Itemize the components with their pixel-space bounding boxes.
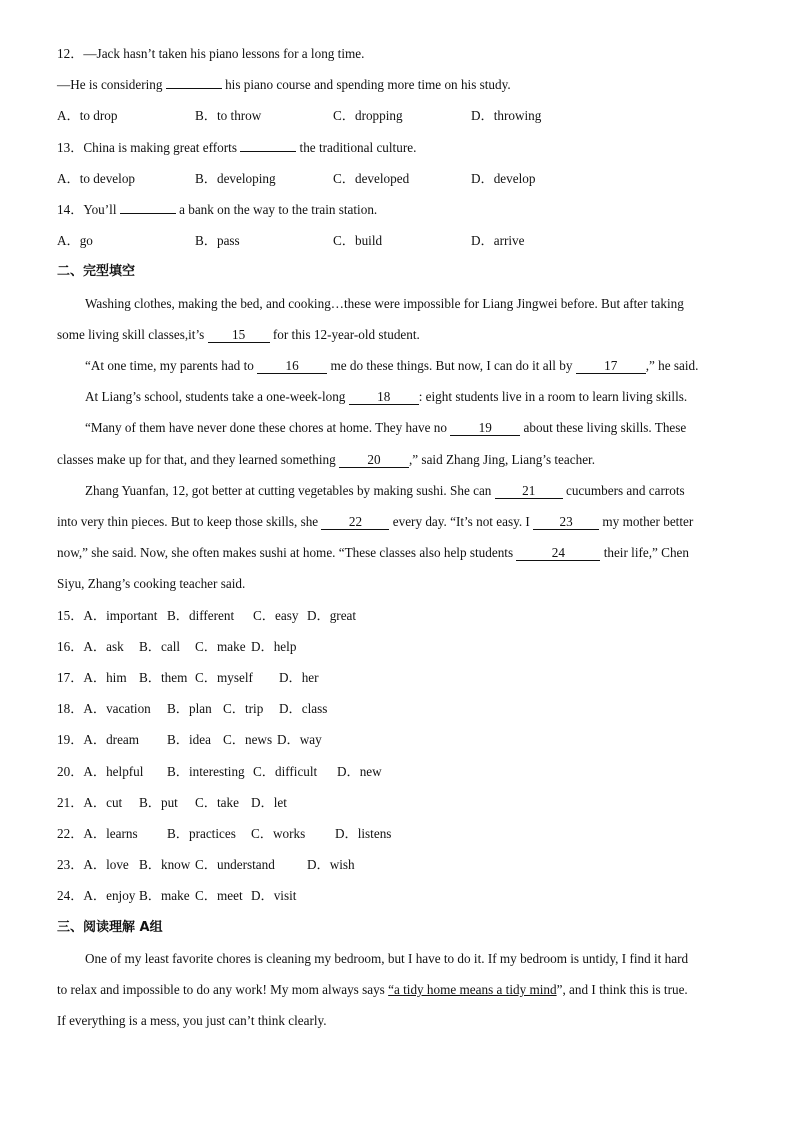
q12-option-a: A．to drop <box>57 108 118 123</box>
option-b: B．idea <box>167 732 211 747</box>
underlined-quote: “a tidy home means a tidy mind <box>388 982 557 997</box>
option-c: C．works <box>251 826 306 841</box>
option-c: C．news <box>223 732 273 747</box>
blank-24: 24 <box>516 545 600 561</box>
option-c: C．difficult <box>253 764 318 779</box>
q13-option-b: B．developing <box>195 171 276 186</box>
option-c: C．meet <box>195 888 243 903</box>
option-b: B．practices <box>167 826 236 841</box>
passage-text: my mother better <box>599 514 694 529</box>
q13-text-a: 13．China is making great efforts <box>57 140 241 155</box>
q12-text-a: —He is considering <box>57 77 166 92</box>
reading-text: ”, and I think this is true. <box>556 982 688 997</box>
q13-text-b: the traditional culture. <box>296 140 417 155</box>
option-a: 21．A．cut <box>57 795 123 810</box>
option-a: 19．A．dream <box>57 732 140 747</box>
option-b: B．interesting <box>167 764 245 779</box>
passage-text: ,” he said. <box>645 358 699 373</box>
q13-option-d: D．develop <box>471 171 536 186</box>
q12-option-c: C．dropping <box>333 108 403 123</box>
blank-23: 23 <box>533 514 599 530</box>
blank-20: 20 <box>339 452 409 468</box>
passage-text: into very thin pieces. But to keep those skills, she <box>57 514 322 529</box>
q12-line1: 12．—Jack hasn’t taken his piano lessons for a long time. <box>57 46 365 61</box>
reading-line-2 <box>57 981 738 999</box>
option-d: D．wish <box>307 857 355 872</box>
passage-line-9 <box>57 544 738 562</box>
option-b: B．know <box>139 857 191 872</box>
option-d: D．way <box>277 732 322 747</box>
q14-text-b: a bank on the way to the train station. <box>175 202 378 217</box>
q12-option-d: D．throwing <box>471 108 542 123</box>
passage-line-8 <box>57 513 738 531</box>
q13-option-c: C．developed <box>333 171 410 186</box>
option-a: 23．A．love <box>57 857 129 872</box>
blank-22: 22 <box>321 514 389 530</box>
passage-text: now,” she said. Now, she often makes sushi at home. “These classes also help students <box>57 545 517 560</box>
option-c: C．easy <box>253 608 299 623</box>
passage-line-5 <box>85 419 738 437</box>
passage-line-7 <box>85 482 738 500</box>
passage-text: : eight students live in a room to learn living skills. <box>418 389 688 404</box>
blank-17: 17 <box>576 358 646 374</box>
blank-16: 16 <box>257 358 327 374</box>
option-d: D．class <box>279 701 328 716</box>
option-b: B．plan <box>167 701 212 716</box>
option-a: 16．A．ask <box>57 639 124 654</box>
passage-line-3 <box>85 357 738 375</box>
option-b: B．different <box>167 608 235 623</box>
option-b: B．make <box>139 888 190 903</box>
passage-text: about these living skills. These <box>520 420 687 435</box>
q13-option-a: A．to develop <box>57 171 136 186</box>
blank-15: 15 <box>208 327 270 343</box>
section2-heading: 二、完型填空 <box>57 264 136 279</box>
passage-text: every day. “It’s not easy. I <box>389 514 534 529</box>
passage-line-1: Washing clothes, making the bed, and cooking…these were impossible for Liang Jingwei before. But after taking <box>85 296 684 311</box>
blank-18: 18 <box>349 389 419 405</box>
q14-option-a: A．go <box>57 233 93 248</box>
passage-text: their life,” Chen <box>600 545 690 560</box>
option-d: D．let <box>251 795 287 810</box>
option-a: 22．A．learns <box>57 826 138 841</box>
q12-option-b: B．to throw <box>195 108 262 123</box>
option-a: 17．A．him <box>57 670 127 685</box>
passage-line-6 <box>57 451 738 469</box>
q13-blank <box>240 151 296 152</box>
option-b: B．call <box>139 639 181 654</box>
option-c: C．understand <box>195 857 275 872</box>
blank-21: 21 <box>495 483 563 499</box>
q14-text-a: 14．You’ll <box>57 202 120 217</box>
passage-text: At Liang’s school, students take a one-week-long <box>85 389 349 404</box>
passage-line-10: Siyu, Zhang’s cooking teacher said. <box>57 576 246 591</box>
option-d: D．help <box>251 639 297 654</box>
option-c: C．take <box>195 795 239 810</box>
q12-blank <box>166 88 222 89</box>
q13-line <box>57 139 738 157</box>
option-b: B．put <box>139 795 178 810</box>
q14-option-d: D．arrive <box>471 233 525 248</box>
passage-text: “At one time, my parents had to <box>85 358 258 373</box>
reading-line-3: If everything is a mess, you just can’t think clearly. <box>57 1013 327 1028</box>
passage-text: cucumbers and carrots <box>562 483 685 498</box>
passage-text: ,” said Zhang Jing, Liang’s teacher. <box>408 452 596 467</box>
q14-line <box>57 201 738 219</box>
option-d: D．visit <box>251 888 297 903</box>
section3-heading: 三、阅读理解 A组 <box>57 920 163 935</box>
q14-blank <box>120 213 176 214</box>
option-a: 18．A．vacation <box>57 701 151 716</box>
option-d: D．new <box>337 764 382 779</box>
option-c: C．trip <box>223 701 264 716</box>
passage-text: for this 12-year-old student. <box>269 327 420 342</box>
option-d: D．listens <box>335 826 392 841</box>
q12-text-b: his piano course and spending more time on his study. <box>221 77 511 92</box>
passage-text: some living skill classes,it’s <box>57 327 208 342</box>
option-a: 20．A．helpful <box>57 764 144 779</box>
reading-text: to relax and impossible to do any work! My mom always says <box>57 982 389 997</box>
blank-19: 19 <box>450 420 520 436</box>
option-a: 24．A．enjoy <box>57 888 136 903</box>
option-d: D．her <box>279 670 319 685</box>
option-b: B．them <box>139 670 188 685</box>
passage-line-2 <box>57 326 738 344</box>
passage-text: me do these things. But now, I can do it all by <box>327 358 576 373</box>
passage-text: “Many of them have never done these chores at home. They have no <box>85 420 451 435</box>
q14-option-b: B．pass <box>195 233 240 248</box>
passage-text: classes make up for that, and they learned something <box>57 452 339 467</box>
q14-option-c: C．build <box>333 233 383 248</box>
option-d: D．great <box>307 608 357 623</box>
option-c: C．make <box>195 639 246 654</box>
passage-line-4 <box>85 388 738 406</box>
option-a: 15．A．important <box>57 608 158 623</box>
reading-line-1: One of my least favorite chores is cleaning my bedroom, but I have to do it. If my bedroom is untidy, I find it hard <box>85 951 689 966</box>
q12-line2 <box>57 76 738 94</box>
option-c: C．myself <box>195 670 253 685</box>
passage-text: Zhang Yuanfan, 12, got better at cutting vegetables by making sushi. She can <box>85 483 495 498</box>
